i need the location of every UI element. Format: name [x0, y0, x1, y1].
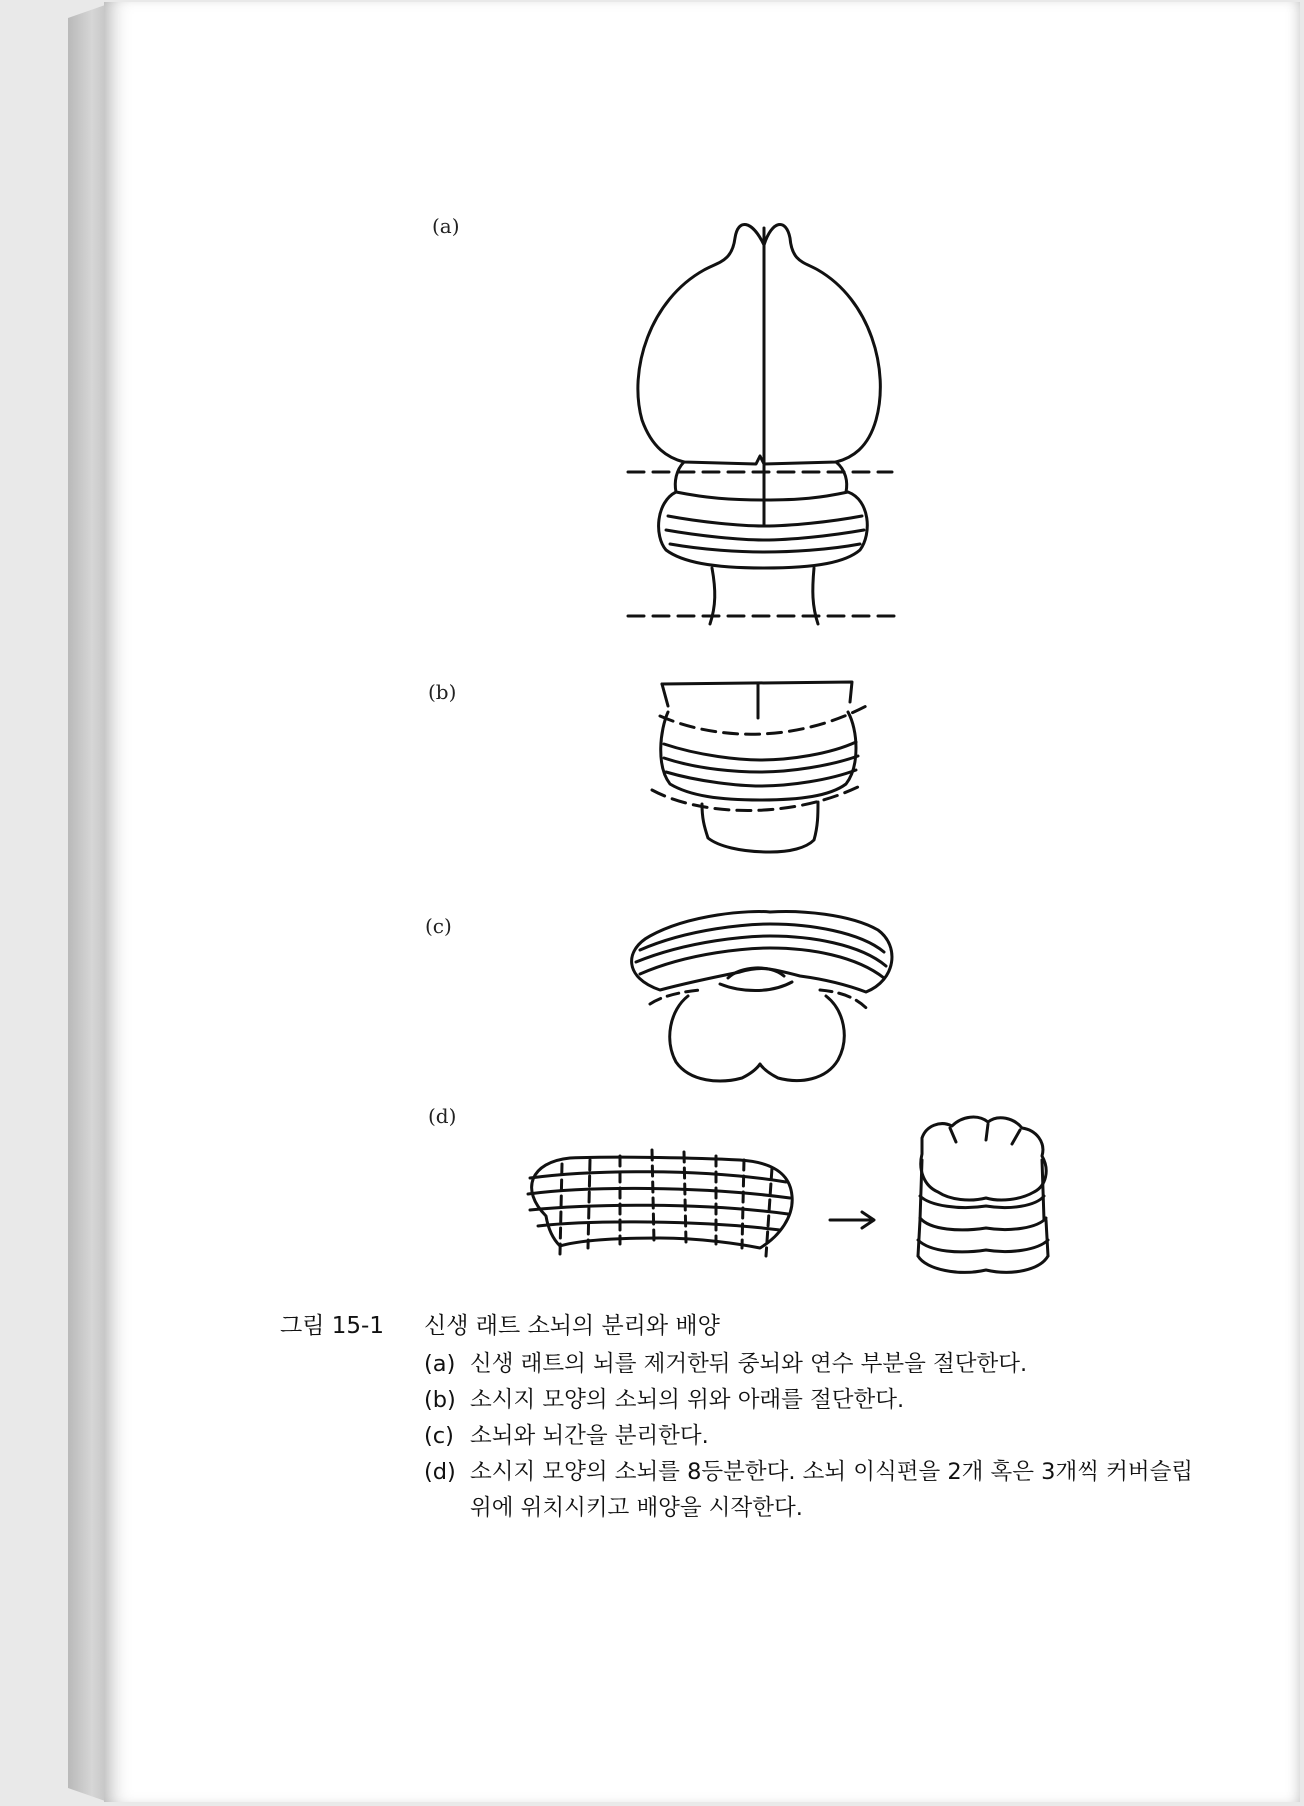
caption-item-text: 소시지 모양의 소뇌의 위와 아래를 절단한다. [470, 1387, 905, 1413]
figure-caption [280, 1308, 1220, 1526]
caption-item-text: 신생 래트의 뇌를 제거한뒤 중뇌와 연수 부분을 절단한다. [470, 1351, 1028, 1377]
caption-item-d [424, 1454, 1220, 1526]
label-a: (a) [432, 214, 460, 238]
cerebrum-outline [638, 224, 880, 464]
cerebellum-c [632, 912, 892, 1081]
slice-stack [918, 1117, 1048, 1272]
caption-title-row [280, 1308, 1220, 1344]
label-c: (c) [425, 914, 452, 938]
label-d: (d) [428, 1104, 457, 1128]
caption-item-text: 소뇌와 뇌간을 분리한다. [470, 1423, 709, 1449]
hindbrain-b [652, 682, 870, 852]
caption-item-letter: (a) [424, 1351, 456, 1377]
brain-whole-a [628, 224, 900, 624]
caption-item-letter: (d) [424, 1459, 456, 1485]
caption-title: 신생 래트 소뇌의 분리와 배양 [424, 1313, 720, 1339]
caption-item-a [424, 1346, 1220, 1382]
caption-items [424, 1346, 1220, 1526]
cerebellum-sausage-d [528, 1150, 792, 1256]
label-b: (b) [428, 680, 457, 704]
caption-item-text: 소시지 모양의 소뇌를 8등분한다. 소뇌 이식편을 2개 혹은 3개씩 커버슬립 위에 위치시키고 배양을 시작한다. [470, 1459, 1194, 1521]
caption-number: 그림 15-1 [280, 1313, 384, 1339]
caption-item-c [424, 1418, 1220, 1454]
caption-item-b [424, 1382, 1220, 1418]
caption-item-letter: (c) [424, 1423, 454, 1449]
arrow-icon [830, 1212, 874, 1228]
caption-item-letter: (b) [424, 1387, 456, 1413]
